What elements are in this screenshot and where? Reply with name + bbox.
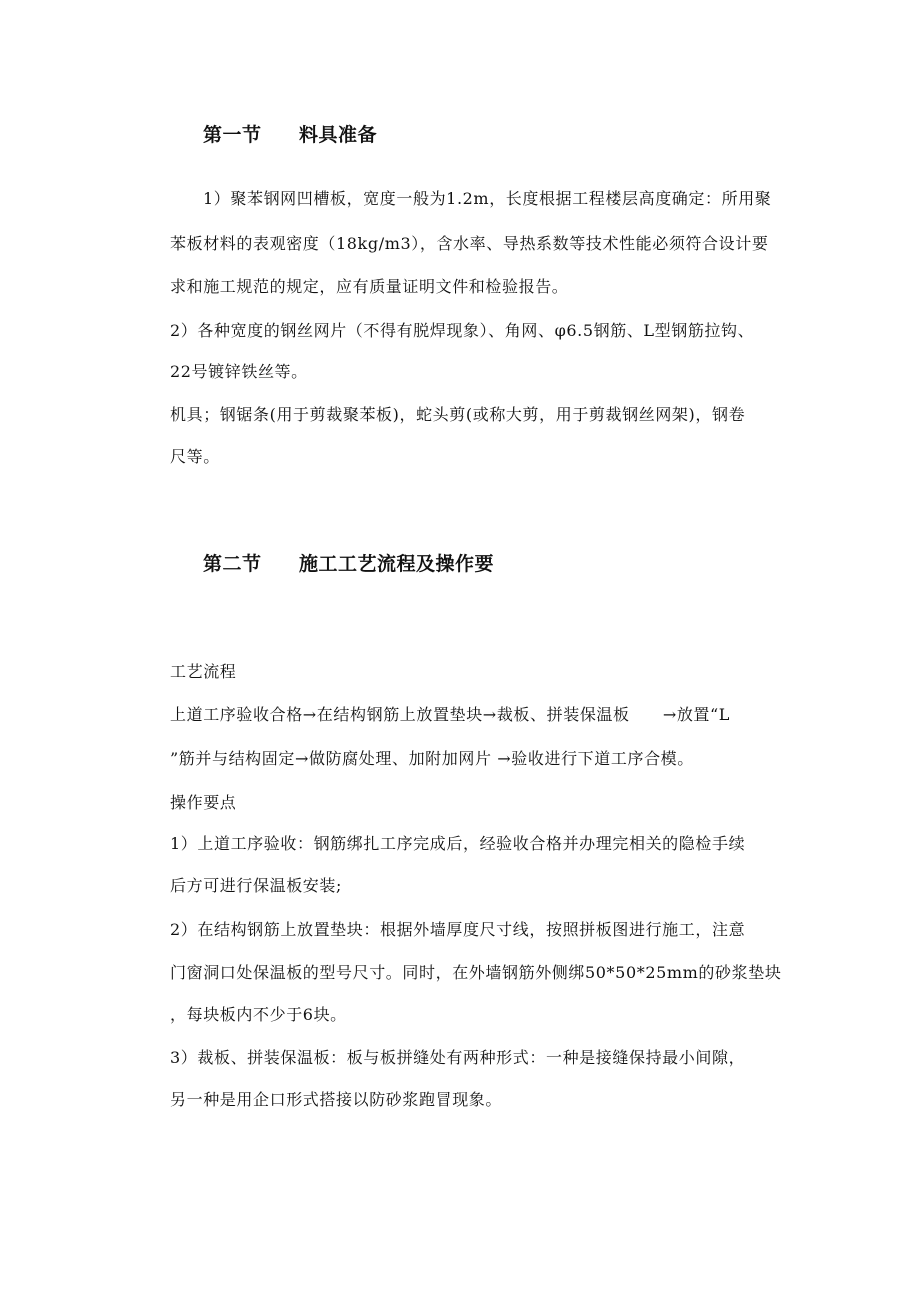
section-2-line-1: 工艺流程 — [170, 662, 237, 681]
section-2-line-5: 1）上道工序验收：钢筋绑扎工序完成后，经验收合格并办理完相关的隐检手续 — [170, 834, 746, 853]
section-1-line-4: 2）各种宽度的钢丝网片（不得有脱焊现象）、角网、φ6.5钢筋、L型钢筋拉钩、 — [170, 321, 755, 340]
section-1-line-3: 求和施工规范的规定，应有质量证明文件和检验报告。 — [170, 277, 569, 296]
section-2-line-4: 操作要点 — [170, 793, 237, 812]
section-1-line-7: 尺等。 — [170, 447, 220, 466]
section-2-title: 施工工艺流程及操作要 — [299, 553, 495, 575]
section-2-line-2: 上道工序验收合格→在结构钢筋上放置垫块→裁板、拼装保温板 →放置“L — [170, 705, 731, 724]
section-2-line-3: ”筋并与结构固定→做防腐处理、加附加网片 →验收进行下道工序合模。 — [170, 749, 694, 768]
section-2-line-11: 另一种是用企口形式搭接以防砂浆跑冒现象。 — [170, 1090, 503, 1109]
section-1-title: 料具准备 — [299, 124, 378, 146]
section-1-line-5: 22号镀锌铁丝等。 — [170, 362, 308, 381]
section-1-line-1: 1）聚苯钢网凹槽板，宽度一般为1.2m，长度根据工程楼层高度确定：所用聚 — [203, 189, 772, 208]
section-2-line-7: 2）在结构钢筋上放置垫块：根据外墙厚度尺寸线，按照拼板图进行施工，注意 — [170, 920, 746, 939]
section-2-line-6: 后方可进行保温板安装; — [170, 876, 342, 895]
section-2-line-9: ，每块板内不少于6块。 — [170, 1005, 347, 1024]
section-1-line-6: 机具；钢锯条(用于剪裁聚苯板)，蛇头剪(或称大剪，用于剪裁钢丝网架)，钢卷 — [170, 405, 746, 424]
section-2-line-10: 3）裁板、拼装保温板：板与板拼缝处有两种形式：一种是接缝保持最小间隙， — [170, 1048, 746, 1067]
section-2-line-8: 门窗洞口处保温板的型号尺寸。同时，在外墙钢筋外侧绑50*50*25mm的砂浆垫块 — [170, 963, 782, 982]
section-1-heading — [203, 120, 377, 147]
section-2-number: 第二节 — [203, 553, 262, 575]
section-1-number: 第一节 — [203, 124, 262, 146]
section-1-line-2: 苯板材料的表观密度（18kg/m3），含水率、导热系数等技术性能必须符合设计要 — [170, 234, 769, 253]
section-2-heading — [203, 549, 494, 576]
